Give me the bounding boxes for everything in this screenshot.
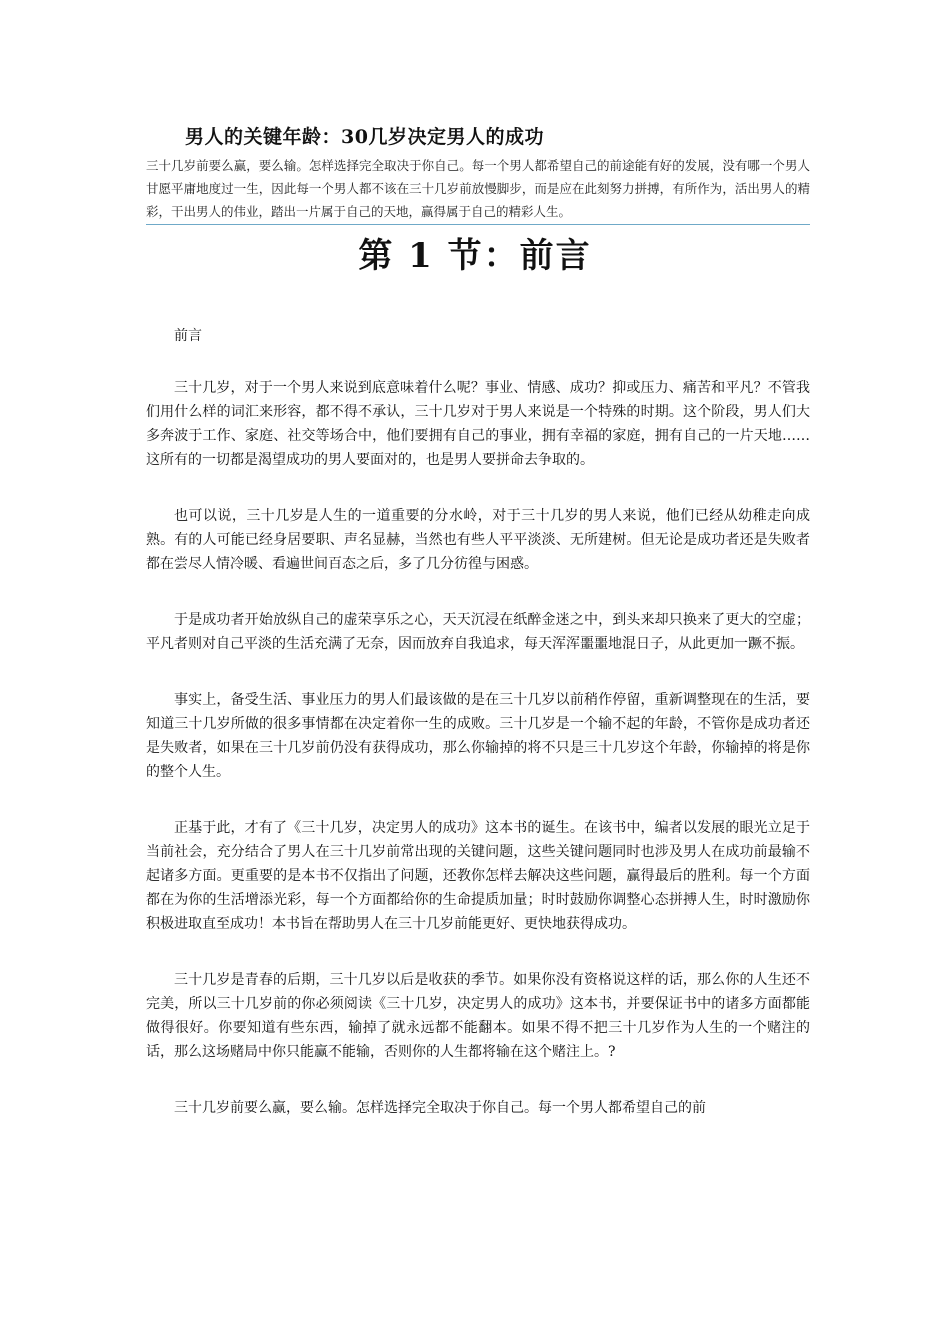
divider-rule [146,224,810,225]
paragraph: 三十几岁是青春的后期，三十几岁以后是收获的季节。如果你没有资格说这样的话，那么你的人生还不完美，所以三十几岁前的你必须阅读《三十几岁，决定男人的成功》这本书，并要保证书中的诸多方面都能做得很好。你要知道有些东西，输掉了就永远都不能翻本。如果不得不把三十几岁作为人生的一个赌注的话，那么这场赌局中你只能赢不能输，否则你的人生都将输在这个赌注上。? [146,972,810,1060]
body-text [146,324,810,1152]
paragraph: 三十几岁前要么赢，要么输。怎样选择完全取决于你自己。每一个男人都希望自己的前 [174,1100,706,1116]
paragraph: 于是成功者开始放纵自己的虚荣享乐之心，天天沉浸在纸醉金迷之中，到头来却只换来了更大的空虚；平凡者则对自己平淡的生活充满了无奈，因而放弃自我追求，每天浑浑噩噩地混日子，从此更加一蹶不振。 [146,612,810,652]
section-title: 第 1 节：前言 [358,236,592,276]
book-title: 男人的关键年龄：30几岁决定男人的成功 [185,126,544,148]
paragraph: 三十几岁，对于一个男人来说到底意味着什么呢？事业、情感、成功？抑或压力、痛苦和平凡？不管我们用什么样的词汇来形容，都不得不承认，三十几岁对于男人来说是一个特殊的时期。这个阶段，男人们大多奔波于工作、家庭、社交等场合中，他们要拥有自己的事业，拥有幸福的家庭，拥有自己的一片天地……这所有的一切都是渴望成功的男人要面对的，也是男人要拼命去争取的。 [146,380,810,468]
paragraph-heading: 前言 [174,328,202,344]
paragraph: 正基于此，才有了《三十几岁，决定男人的成功》这本书的诞生。在该书中，编者以发展的眼光立足于当前社会，充分结合了男人在三十几岁前常出现的关键问题，这些关键问题同时也涉及男人在成功前最输不起诸多方面。更重要的是本书不仅指出了问题，还教你怎样去解决这些问题，赢得最后的胜利。每一个方面都在为你的生活增添光彩，每一个方面都给你的生命提质加量；时时鼓励你调整心态拼搏人生，时时激励你积极进取直至成功！本书旨在帮助男人在三十几岁前能更好、更快地获得成功。 [146,820,810,932]
paragraph: 也可以说，三十几岁是人生的一道重要的分水岭，对于三十几岁的男人来说，他们已经从幼稚走向成熟。有的人可能已经身居要职、声名显赫，当然也有些人平平淡淡、无所建树。但无论是成功者还是失败者都在尝尽人情冷暖、看遍世间百态之后，多了几分彷徨与困惑。 [146,508,810,572]
paragraph: 事实上，备受生活、事业压力的男人们最该做的是在三十几岁以前稍作停留，重新调整现在的生活，要知道三十几岁所做的很多事情都在决定着你一生的成败。三十几岁是一个输不起的年龄，不管你是成功者还是失败者，如果在三十几岁前仍没有获得成功，那么你输掉的将不只是三十几岁这个年龄，你输掉的将是你的整个人生。 [146,692,810,780]
book-summary: 三十几岁前要么赢，要么输。怎样选择完全取决于你自己。每一个男人都希望自己的前途能有好的发展，没有哪一个男人甘愿平庸地度过一生，因此每一个男人都不该在三十几岁前放慢脚步，而是应在此刻努力拼搏，有所作为，活出男人的精彩，干出男人的伟业，踏出一片属于自己的天地，赢得属于自己的精彩人生。 [146,158,810,219]
